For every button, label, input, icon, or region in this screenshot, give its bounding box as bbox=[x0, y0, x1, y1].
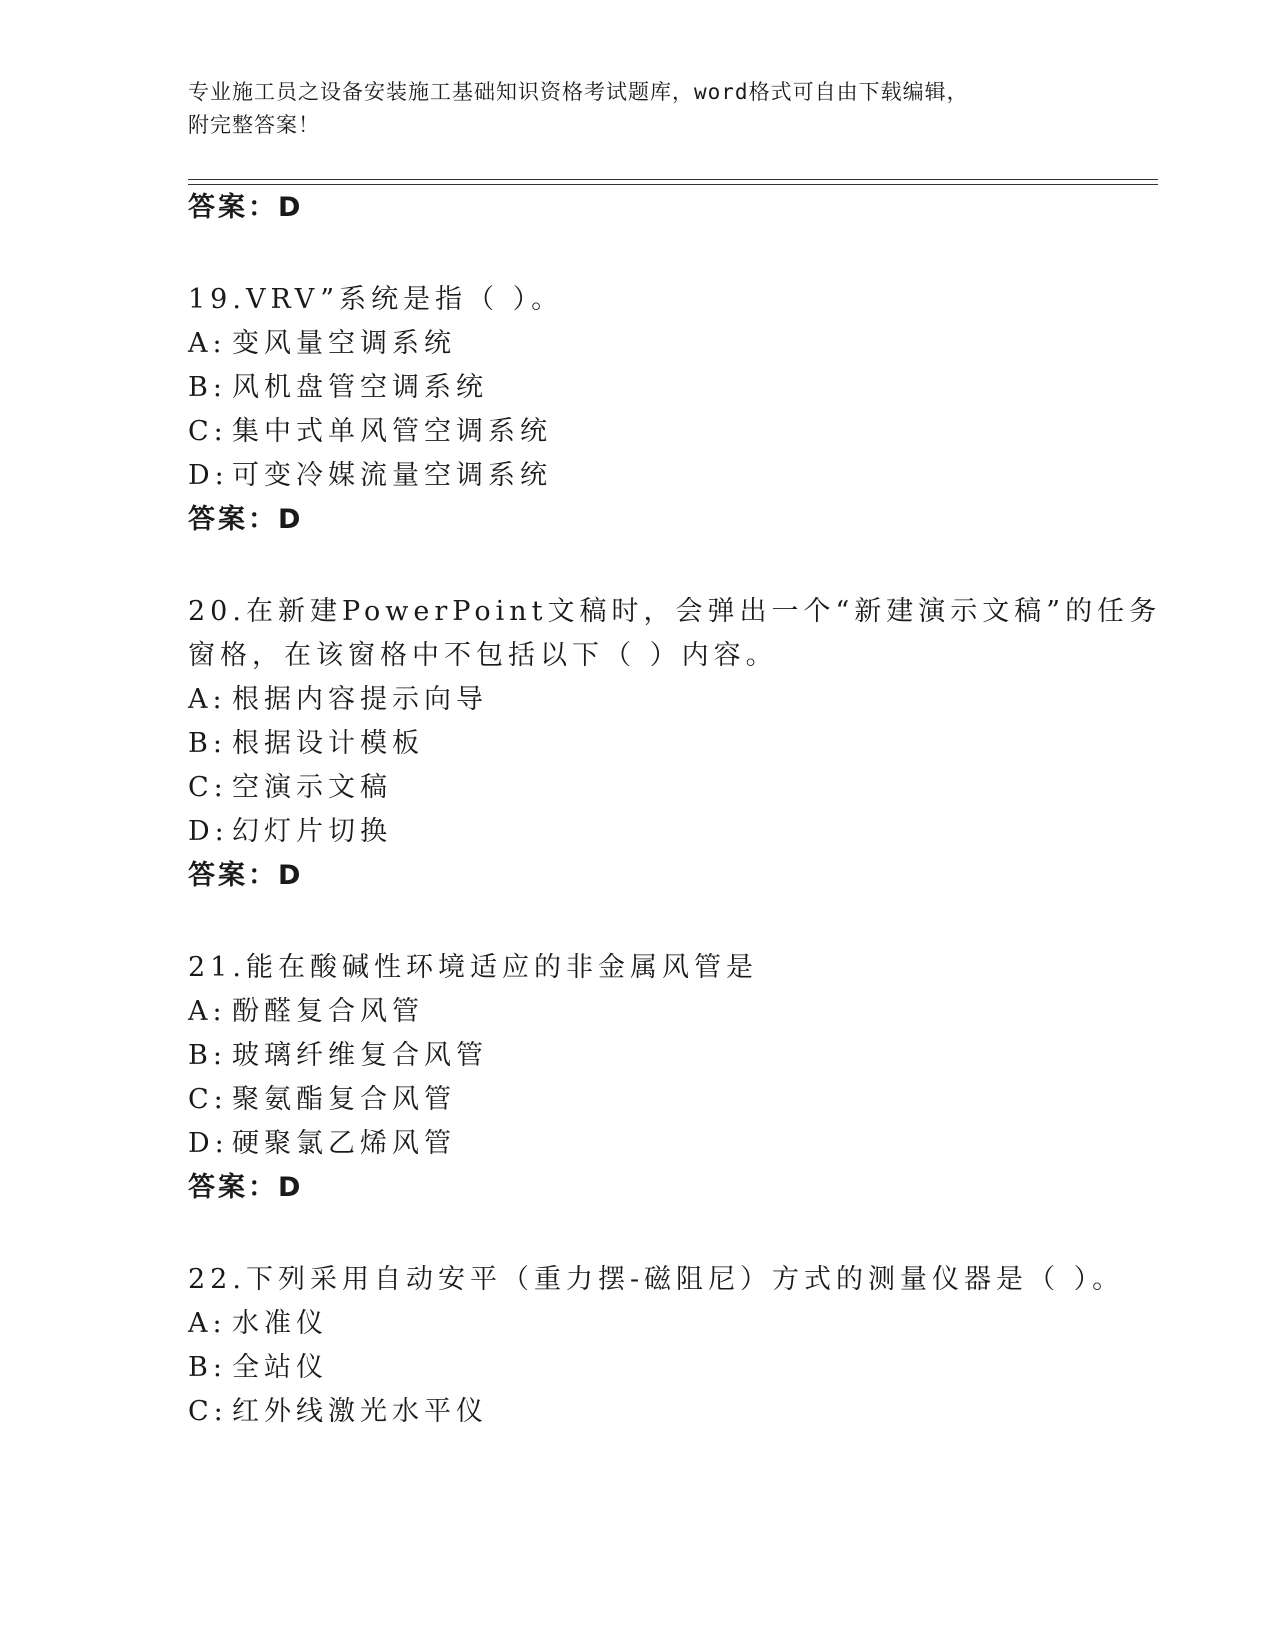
header-divider-top bbox=[188, 179, 1158, 180]
option-label: C: bbox=[188, 772, 228, 803]
question-20-option-d bbox=[188, 812, 392, 852]
option-text: 全站仪 bbox=[232, 1352, 328, 1383]
option-text: 酚醛复合风管 bbox=[232, 996, 424, 1027]
question-19-option-b bbox=[188, 368, 488, 408]
question-21-option-c bbox=[188, 1080, 456, 1120]
question-19-answer: 答案：D bbox=[188, 504, 304, 535]
option-text: 根据设计模板 bbox=[232, 728, 424, 759]
option-text: 水准仪 bbox=[232, 1308, 328, 1339]
question-20-option-b bbox=[188, 724, 424, 764]
option-label: A: bbox=[188, 684, 227, 715]
question-19-option-d bbox=[188, 456, 552, 496]
question-21-option-d bbox=[188, 1124, 456, 1164]
document-header bbox=[188, 76, 1088, 142]
question-21-stem: 21.能在酸碱性环境适应的非金属风管是 bbox=[188, 952, 758, 983]
option-text: 空演示文稿 bbox=[232, 772, 392, 803]
question-22-option-b bbox=[188, 1348, 328, 1388]
question-19-option-a bbox=[188, 324, 456, 364]
option-label: A: bbox=[188, 328, 227, 359]
option-label: D: bbox=[188, 1128, 229, 1159]
option-text: 硬聚氯乙烯风管 bbox=[232, 1128, 456, 1159]
header-line-1: 专业施工员之设备安装施工基础知识资格考试题库，word格式可自由下载编辑， bbox=[188, 80, 969, 104]
option-label: D: bbox=[188, 460, 229, 491]
option-label: B: bbox=[188, 372, 227, 403]
option-label: B: bbox=[188, 1040, 227, 1071]
option-text: 变风量空调系统 bbox=[232, 328, 456, 359]
question-19-stem: 19.VRV”系统是指（ ）。 bbox=[188, 284, 564, 315]
question-19-option-c bbox=[188, 412, 552, 452]
option-label: C: bbox=[188, 1396, 228, 1427]
question-22-option-c bbox=[188, 1392, 488, 1432]
question-20-answer: 答案：D bbox=[188, 860, 304, 891]
question-20-stem-line-1: 20.在新建PowerPoint文稿时，会弹出一个“新建演示文稿”的任务 bbox=[188, 596, 1162, 627]
option-label: A: bbox=[188, 996, 227, 1027]
option-label: C: bbox=[188, 1084, 228, 1115]
question-20-option-a bbox=[188, 680, 488, 720]
header-divider-bottom bbox=[188, 184, 1158, 185]
question-21-option-b bbox=[188, 1036, 488, 1076]
question-20-stem-line-2: 窗格，在该窗格中不包括以下（ ）内容。 bbox=[188, 640, 778, 671]
option-label: C: bbox=[188, 416, 228, 447]
option-text: 聚氨酯复合风管 bbox=[232, 1084, 456, 1115]
answer-previous: 答案：D bbox=[188, 192, 304, 223]
question-22-stem: 22.下列采用自动安平（重力摆-磁阻尼）方式的测量仪器是（ ）。 bbox=[188, 1264, 1125, 1295]
option-label: A: bbox=[188, 1308, 227, 1339]
question-21-option-a bbox=[188, 992, 424, 1032]
option-text: 玻璃纤维复合风管 bbox=[232, 1040, 488, 1071]
option-text: 集中式单风管空调系统 bbox=[232, 416, 552, 447]
option-label: B: bbox=[188, 1352, 227, 1383]
header-line-2: 附完整答案！ bbox=[188, 113, 320, 137]
option-text: 风机盘管空调系统 bbox=[232, 372, 488, 403]
question-20-option-c bbox=[188, 768, 392, 808]
option-text: 幻灯片切换 bbox=[232, 816, 392, 847]
question-21-answer: 答案：D bbox=[188, 1172, 304, 1203]
question-22-option-a bbox=[188, 1304, 328, 1344]
option-text: 红外线激光水平仪 bbox=[232, 1396, 488, 1427]
option-label: B: bbox=[188, 728, 227, 759]
option-label: D: bbox=[188, 816, 229, 847]
option-text: 可变冷媒流量空调系统 bbox=[232, 460, 552, 491]
option-text: 根据内容提示向导 bbox=[232, 684, 488, 715]
